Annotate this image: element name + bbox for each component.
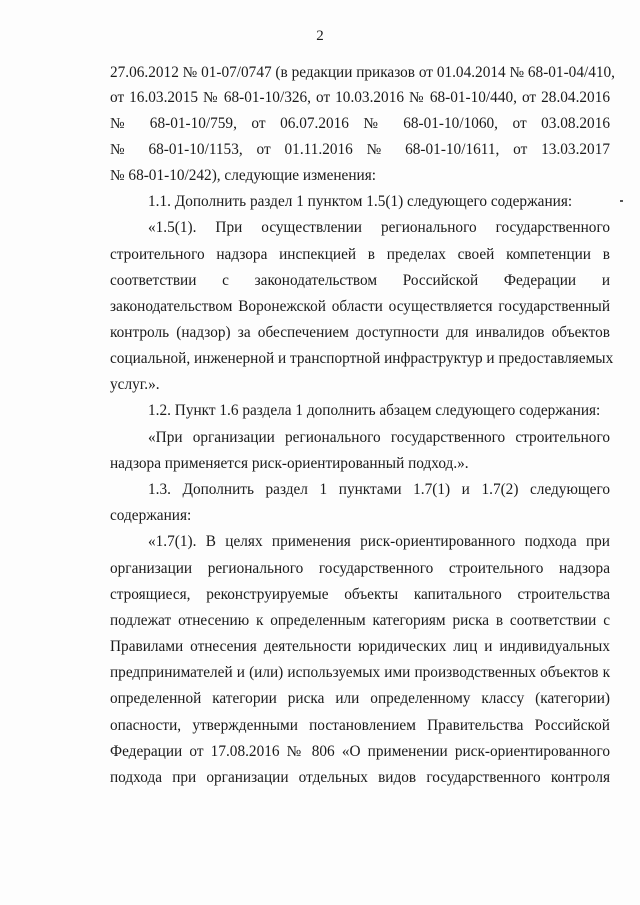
text-line: от 16.03.2015 № 68-01-10/326, от 10.03.2016 № 68-01-10/440, от 28.04.2016: [110, 89, 610, 106]
text-line: строительного надзора инспекцией в пределах своей компетенции в: [110, 246, 610, 263]
text-line: услуг.».: [110, 376, 160, 393]
text-line: «При организации регионального государственного строительного: [148, 429, 610, 446]
text-line: предпринимателей и (или) используемых ими производственных объектов к: [110, 664, 610, 681]
text-line: 27.06.2012 № 01-07/0747 (в редакции приказов от 01.04.2014 № 68-01-04/410,: [110, 64, 615, 81]
text-line: контроль (надзор) за обеспечением доступности для инвалидов объектов: [110, 324, 610, 341]
margin-mark: [620, 200, 623, 202]
text-line: подлежат отнесению к определенным категориям риска в соответствии с: [110, 612, 610, 629]
text-line: соответствии с законодательством Российской Федерации и: [110, 272, 610, 289]
text-line: № 68-01-10/242), следующие изменения:: [110, 167, 376, 184]
text-line: законодательством Воронежской области осуществляется государственный: [110, 298, 610, 315]
text-line: содержания:: [110, 507, 192, 524]
text-line: № 68-01-10/1153, от 01.11.2016 № 68-01-10/1611, от 13.03.2017: [110, 141, 610, 158]
text-line: Федерации от 17.08.2016 № 806 «О применении риск-ориентированного: [110, 743, 610, 760]
text-line: 1.3. Дополнить раздел 1 пунктами 1.7(1) и 1.7(2) следующего: [148, 481, 610, 498]
text-line: «1.5(1). При осуществлении регионального государственного: [148, 219, 610, 236]
text-line: строящиеся, реконструируемые объекты капитального строительства: [110, 586, 610, 603]
text-line: социальной, инженерной и транспортной инфраструктур и предоставляемых: [110, 350, 614, 367]
text-line: 1.1. Дополнить раздел 1 пунктом 1.5(1) следующего содержания:: [148, 193, 573, 210]
text-line: подхода при организации отдельных видов государственного контроля: [110, 769, 610, 786]
text-line: организации регионального государственного строительного надзора: [110, 560, 610, 577]
text-line: надзора применяется риск-ориентированный подход.».: [110, 455, 469, 472]
text-line: определенной категории риска или определенному классу (категории): [110, 690, 610, 707]
text-line: 1.2. Пункт 1.6 раздела 1 дополнить абзацем следующего содержания:: [148, 402, 601, 419]
text-line: опасности, утвержденными постановлением Правительства Российской: [110, 717, 610, 734]
text-line: № 68-01-10/759, от 06.07.2016 № 68-01-10/1060, от 03.08.2016: [110, 115, 610, 132]
text-line: «1.7(1). В целях применения риск-ориентированного подхода при: [148, 533, 610, 550]
text-line: Правилами отнесения деятельности юридических лиц и индивидуальных: [110, 638, 610, 655]
page-number: 2: [316, 28, 324, 44]
